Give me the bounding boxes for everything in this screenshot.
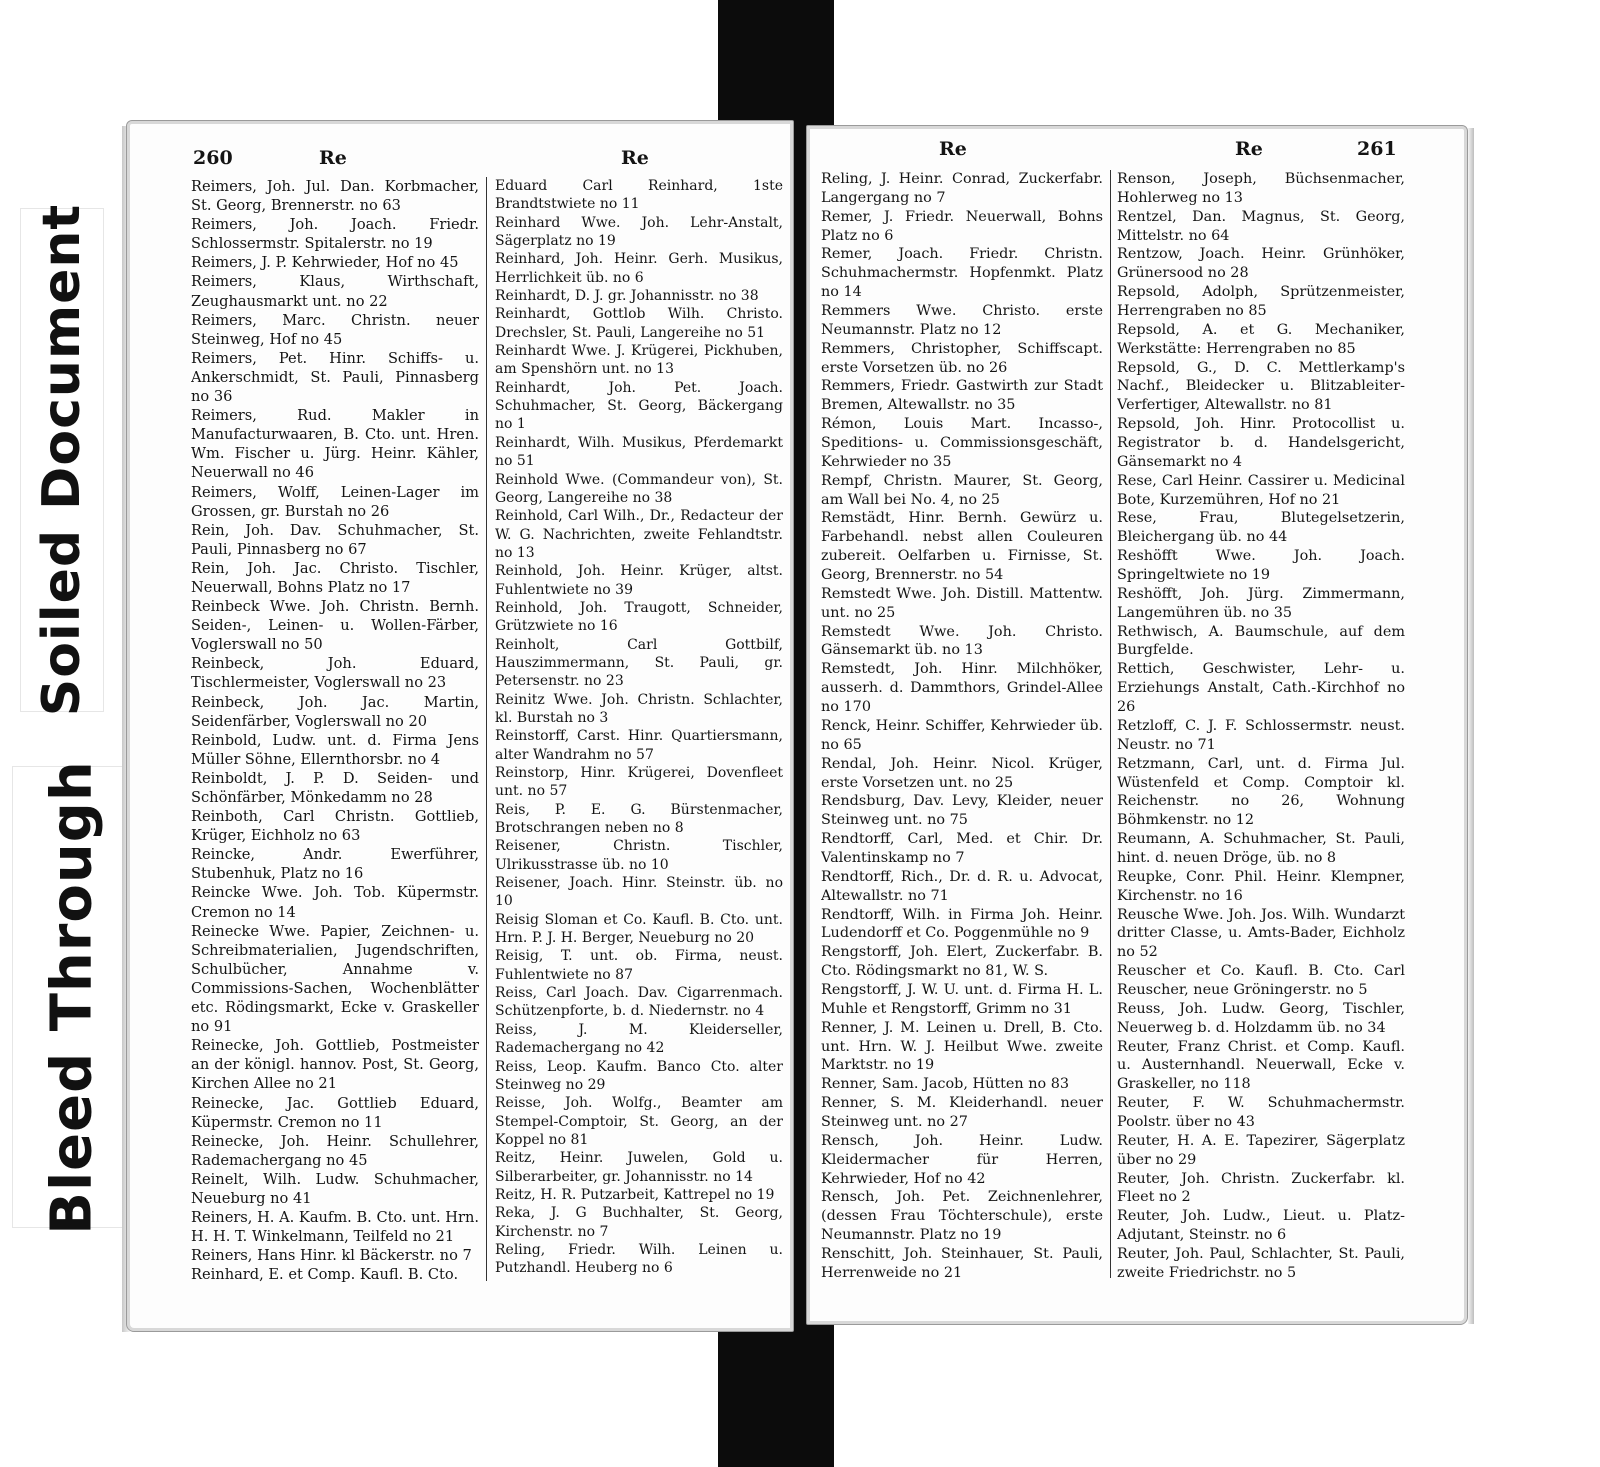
directory-entry: Reiners, Hans Hinr. kl Bäckerstr. no 7 [191, 1247, 472, 1265]
directory-entry: Reinboth, Carl Christn. Gottlieb, Krüger, Eichholz no 63 [191, 808, 479, 845]
directory-entry: Rendtorff, Wilh. in Firma Joh. Heinr. Ludendorff et Co. Poggenmühle no 9 [821, 906, 1103, 942]
directory-entry: Reinhold, Joh. Traugott, Schneider, Grützwiete no 16 [495, 599, 783, 635]
directory-entry: Reisener, Joach. Hinr. Steinstr. üb. no 10 [495, 875, 783, 910]
right-page-column-2 [1117, 170, 1405, 1292]
directory-entry: Rentzel, Dan. Magnus, St. Georg, Mittelstr. no 64 [1117, 208, 1405, 244]
directory-entry: Reinhard Wwe. Joh. Lehr-Anstalt, Sägerplatz no 19 [495, 214, 783, 250]
directory-entry: Reuter, Joh. Christn. Zuckerfabr. kl. Fleet no 2 [1117, 1170, 1405, 1206]
soiled-document-tag [20, 203, 104, 717]
directory-entry: Reuss, Joh. Ludw. Georg, Tischler, Neuerweg b. d. Holzdamm üb. no 34 [1117, 1000, 1405, 1036]
directory-entry: Reinhold, Carl Wilh., Dr., Redacteur der W. G. Nachrichten, zweite Fehlandtstr. no 13 [495, 508, 783, 561]
directory-entry: Reiss, J. M. Kleiderseller, Rademachergang no 42 [495, 1021, 783, 1057]
directory-entry: Reinholt, Carl Gottbilf, Hauszimmermann, St. Pauli, gr. Petersenstr. no 23 [495, 636, 783, 690]
left-page-number: 260 [193, 147, 233, 169]
directory-entry: Reiss, Leop. Kaufm. Banco Cto. alter Steinweg no 29 [495, 1058, 783, 1093]
directory-entry: Remer, J. Friedr. Neuerwall, Bohns Platz no 6 [821, 208, 1103, 244]
right-page-header-1: Re [939, 138, 967, 160]
directory-entry: Renschitt, Joh. Steinhauer, St. Pauli, Herrenweide no 21 [821, 1245, 1103, 1281]
directory-entry: Rethwisch, A. Baumschule, auf dem Burgfelde. [1117, 623, 1405, 659]
directory-entry: Rettich, Geschwister, Lehr- u. Erziehungs Anstalt, Cath.-Kirchhof no 26 [1117, 661, 1405, 716]
directory-entry: Repsold, Adolph, Sprützenmeister, Herrengraben no 85 [1117, 284, 1405, 320]
left-page-column-1 [191, 177, 479, 1289]
directory-entry: Rein, Joh. Dav. Schuhmacher, St. Pauli, Pinnasberg no 67 [191, 521, 479, 558]
directory-entry: Renner, J. M. Leinen u. Drell, B. Cto. unt. Hrn. W. J. Heilbut Wwe. zweite Marktstr. no 19 [821, 1019, 1103, 1074]
directory-entry: Reinecke Wwe. Papier, Zeichnen- u. Schreibmaterialien, Jugendschriften, Schulbücher, Annahme v. Commissions-Sachen, Wochenblätter etc. Rödingsmarkt, Ecke v. Graskeller no 91 [191, 922, 479, 1036]
directory-entry: Reinhold Wwe. (Commandeur von), St. Georg, Langereihe no 38 [495, 471, 783, 506]
directory-entry: Remstädt, Hinr. Bernh. Gewürz u. Farbehandl. nebst allen Couleuren zubereit. Oelfarben u. Firnisse, St. Georg, Brennerstr. no 54 [821, 510, 1103, 584]
directory-entry: Reinhardt, Gottlob Wilh. Christo. Drechsler, St. Pauli, Langereihe no 51 [495, 306, 783, 341]
directory-entry: Reinbeck, Joh. Jac. Martin, Seidenfärber, Voglerswall no 20 [191, 693, 479, 730]
directory-entry: Reuter, H. A. E. Tapezirer, Sägerplatz über no 29 [1117, 1132, 1405, 1168]
directory-entry: Reimers, Rud. Makler in Manufacturwaaren, B. Cto. unt. Hren. Wm. Fischer u. Jürg. Heinr. Kähler, Neuerwall no 46 [191, 407, 479, 482]
directory-entry: Reinecke, Jac. Gottlieb Eduard, Küpermstr. Cremon no 11 [191, 1094, 479, 1131]
left-page-column-divider [486, 177, 487, 1281]
bleed-through-tag [12, 759, 132, 1235]
directory-entry: Rendtorff, Carl, Med. et Chir. Dr. Valentinskamp no 7 [821, 831, 1103, 866]
directory-entry: Reiss, Carl Joach. Dav. Cigarrenmach. Schützenpforte, b. d. Niedernstr. no 4 [495, 985, 783, 1020]
directory-entry: Reinhardt, Wilh. Musikus, Pferdemarkt no 51 [495, 434, 783, 470]
directory-entry: Reinhardt Wwe. J. Krügerei, Pickhuben, am Spenshörn unt. no 13 [495, 343, 783, 378]
bleed-through-label: Bleed Through [39, 759, 105, 1235]
directory-entry: Remstedt Wwe. Joh. Christo. Gänsemarkt üb. no 13 [821, 623, 1103, 659]
directory-entry: Retzmann, Carl, unt. d. Firma Jul. Wüstenfeld et Comp. Comptoir kl. Reichenstr. no 26, Wohnung Böhmkenstr. no 12 [1117, 755, 1405, 829]
directory-entry: Reincke Wwe. Joh. Tob. Küpermstr. Cremon no 14 [191, 884, 479, 921]
directory-entry: Reinboldt, J. P. D. Seiden- und Schönfärber, Mönkedamm no 28 [191, 769, 479, 806]
directory-entry: Reiners, H. A. Kaufm. B. Cto. unt. Hrn. H. H. T. Winkelmann, Teilfeld no 21 [191, 1209, 479, 1246]
directory-entry: Rengstorff, J. W. U. unt. d. Firma H. L. Muhle et Rengstorff, Grimm no 31 [821, 981, 1103, 1017]
directory-entry: Remmers, Friedr. Gastwirth zur Stadt Bremen, Altewallstr. no 35 [821, 378, 1103, 414]
directory-entry: Reimers, Wolff, Leinen-Lager im Grossen, gr. Burstah no 26 [191, 483, 479, 520]
directory-entry: Rémon, Louis Mart. Incasso-, Speditions- u. Commissionsgeschäft, Kehrwieder no 35 [821, 416, 1103, 470]
right-page-column-1 [821, 170, 1103, 1292]
directory-entry: Repsold, A. et G. Mechaniker, Werkstätte: Herrengraben no 85 [1117, 321, 1405, 357]
directory-entry: Rendal, Joh. Heinr. Nicol. Krüger, erste Vorsetzen unt. no 25 [821, 755, 1103, 791]
directory-entry: Reling, J. Heinr. Conrad, Zuckerfabr. Langergang no 7 [821, 171, 1103, 206]
directory-entry: Renson, Joseph, Büchsenmacher, Hohlerweg no 13 [1117, 171, 1405, 206]
directory-entry: Reimers, J. P. Kehrwieder, Hof no 45 [191, 254, 459, 272]
directory-entry: Repsold, Joh. Hinr. Protocollist u. Registrator b. d. Handelsgericht, Gänsemarkt no 4 [1117, 416, 1405, 470]
directory-entry: Rendsburg, Dav. Levy, Kleider, neuer Steinweg unt. no 75 [821, 793, 1103, 829]
right-page [806, 125, 1468, 1325]
directory-entry: Reshöfft Wwe. Joh. Joach. Springeltwiete no 19 [1117, 548, 1405, 584]
directory-entry: Reincke, Andr. Ewerführer, Stubenhuk, Platz no 16 [191, 846, 479, 883]
directory-entry: Reisig, T. unt. ob. Firma, neust. Fuhlentwiete no 87 [495, 948, 783, 983]
directory-entry: Remmers, Christopher, Schiffscapt. erste Vorsetzen üb. no 26 [821, 340, 1103, 376]
directory-entry: Rese, Frau, Blutegelsetzerin, Bleichergang üb. no 44 [1117, 510, 1405, 546]
directory-entry: Reupke, Conr. Phil. Heinr. Klempner, Kirchenstr. no 16 [1117, 868, 1405, 904]
left-page-column-2 [495, 177, 783, 1289]
directory-entry: Repsold, G., D. C. Mettlerkamp's Nachf., Bleidecker u. Blitzableiter-Verfertiger, Altewallstr. no 81 [1117, 359, 1405, 414]
directory-entry: Reimers, Joh. Joach. Friedr. Schlossermstr. Spitalerstr. no 19 [191, 216, 479, 253]
directory-entry: Reinitz Wwe. Joh. Christn. Schlachter, kl. Burstah no 3 [495, 691, 783, 726]
directory-entry: Reuter, Franz Christ. et Comp. Kaufl. u. Austernhandl. Neuerwall, Ecke v. Graskeller, no 118 [1117, 1038, 1405, 1093]
directory-entry: Remstedt Wwe. Joh. Distill. Mattentw. unt. no 25 [821, 585, 1103, 621]
directory-entry: Reusche Wwe. Joh. Jos. Wilh. Wundarzt dritter Classe, u. Amts-Bader, Eichholz no 52 [1117, 906, 1405, 961]
directory-entry: Reinecke, Joh. Gottlieb, Postmeister an der königl. hannov. Post, St. Georg, Kirchen Allee no 21 [191, 1037, 479, 1093]
directory-entry: Remstedt, Joh. Hinr. Milchhöker, ausserh. d. Dammthors, Grindel-Allee no 170 [821, 661, 1103, 716]
directory-entry: Remer, Joach. Friedr. Christn. Schuhmachermstr. Hopfenmkt. Platz no 14 [821, 246, 1103, 301]
directory-entry: Reinstorp, Hinr. Krügerei, Dovenfleet unt. no 57 [495, 765, 783, 800]
left-page [126, 120, 794, 1332]
directory-entry: Reinelt, Wilh. Ludw. Schuhmacher, Neueburg no 41 [191, 1170, 479, 1207]
directory-entry: Reinhard, Joh. Heinr. Gerh. Musikus, Herrlichkeit üb. no 6 [495, 251, 783, 286]
directory-entry: Reis, P. E. G. Bürstenmacher, Brotschrangen neben no 8 [495, 801, 783, 837]
directory-entry: Reimers, Klaus, Wirthschaft, Zeughausmarkt unt. no 22 [191, 273, 479, 310]
left-page-header-1: Re [319, 147, 347, 169]
directory-entry: Reinhardt, Joh. Pet. Joach. Schuhmacher, St. Georg, Bäckergang no 1 [495, 379, 783, 433]
right-page-column-divider [1110, 170, 1111, 1278]
directory-entry: Reuter, F. W. Schuhmachermstr. Poolstr. über no 43 [1117, 1095, 1405, 1130]
directory-entry: Retzloff, C. J. F. Schlossermstr. neust. Neustr. no 71 [1117, 717, 1405, 753]
directory-entry: Rempf, Christn. Maurer, St. Georg, am Wall bei No. 4, no 25 [821, 472, 1103, 508]
directory-entry: Rese, Carl Heinr. Cassirer u. Medicinal Bote, Kurzemühren, Hof no 21 [1117, 472, 1405, 508]
directory-entry: Reitz, H. R. Putzarbeit, Kattrepel no 19 [495, 1186, 775, 1203]
right-page-edge [1468, 128, 1474, 1324]
left-page-header-2: Re [621, 147, 649, 169]
directory-entry: Reitz, Heinr. Juwelen, Gold u. Silberarbeiter, gr. Johannisstr. no 14 [495, 1150, 783, 1185]
directory-entry: Reimers, Marc. Christn. neuer Steinweg, Hof no 45 [191, 311, 479, 348]
directory-entry: Reuscher et Co. Kaufl. B. Cto. Carl Reuscher, neue Gröningerstr. no 5 [1117, 963, 1405, 998]
right-page-number: 261 [1357, 138, 1397, 160]
directory-entry: Eduard Carl Reinhard, 1ste Brandtstwiete no 11 [495, 178, 783, 213]
directory-entry: Reumann, A. Schuhmacher, St. Pauli, hint. d. neuen Dröge, üb. no 8 [1117, 831, 1405, 866]
directory-entry: Reisse, Joh. Wolfg., Beamter am Stempel-Comptoir, St. Georg, an der Koppel no 81 [495, 1095, 783, 1148]
directory-entry: Reisig Sloman et Co. Kaufl. B. Cto. unt. Hrn. P. J. H. Berger, Neueburg no 20 [495, 911, 783, 947]
directory-entry: Reimers, Pet. Hinr. Schiffs- u. Ankerschmidt, St. Pauli, Pinnasberg no 36 [191, 349, 479, 406]
directory-entry: Reinhold, Joh. Heinr. Krüger, altst. Fuhlentwiete no 39 [495, 563, 783, 598]
directory-entry: Reinstorff, Carst. Hinr. Quartiersmann, alter Wandrahm no 57 [495, 728, 783, 763]
directory-entry: Reinhard, E. et Comp. Kaufl. B. Cto. [191, 1266, 459, 1284]
directory-entry: Remmers Wwe. Christo. erste Neumannstr. Platz no 12 [821, 303, 1103, 338]
directory-entry: Reinbold, Ludw. unt. d. Firma Jens Müller Söhne, Ellernthorsbr. no 4 [191, 731, 479, 768]
directory-entry: Reuter, Joh. Ludw., Lieut. u. Platz-Adjutant, Steinstr. no 6 [1117, 1208, 1405, 1244]
directory-entry: Renner, S. M. Kleiderhandl. neuer Steinweg unt. no 27 [821, 1095, 1103, 1130]
directory-entry: Reinbeck Wwe. Joh. Christn. Bernh. Seiden-, Leinen- u. Wollen-Färber, Voglerswall no 50 [191, 598, 479, 654]
directory-entry: Rentzow, Joach. Heinr. Grünhöker, Grünersood no 28 [1117, 246, 1405, 282]
directory-entry: Rensch, Joh. Pet. Zeichnenlehrer, (dessen Frau Töchterschule), erste Neumannstr. Platz no 19 [821, 1189, 1103, 1244]
directory-entry: Reisener, Christn. Tischler, Ulrikusstrasse üb. no 10 [495, 838, 783, 873]
soiled-document-label: Soiled Document [32, 203, 93, 717]
directory-entry: Reinhardt, D. J. gr. Johannisstr. no 38 [495, 288, 759, 305]
directory-entry: Reuter, Joh. Paul, Schlachter, St. Pauli, zweite Friedrichstr. no 5 [1117, 1245, 1405, 1281]
directory-entry: Reka, J. G Buchhalter, St. Georg, Kirchenstr. no 7 [495, 1205, 783, 1240]
directory-entry: Rendtorff, Rich., Dr. d. R. u. Advocat, Altewallstr. no 71 [821, 868, 1103, 904]
directory-entry: Rengstorff, Joh. Elert, Zuckerfabr. B. Cto. Rödingsmarkt no 81, W. S. [821, 944, 1103, 980]
right-page-header-2: Re [1235, 138, 1263, 160]
directory-entry: Reshöfft, Joh. Jürg. Zimmermann, Langemühren üb. no 35 [1117, 585, 1405, 621]
directory-entry: Renner, Sam. Jacob, Hütten no 83 [821, 1076, 1070, 1093]
directory-entry: Reinecke, Joh. Heinr. Schullehrer, Rademachergang no 45 [191, 1132, 479, 1169]
directory-entry: Renck, Heinr. Schiffer, Kehrwieder üb. no 65 [821, 717, 1103, 753]
directory-entry: Reinbeck, Joh. Eduard, Tischlermeister, Voglerswall no 23 [191, 655, 479, 692]
directory-entry: Reling, Friedr. Wilh. Leinen u. Putzhandl. Heuberg no 6 [495, 1241, 783, 1277]
directory-entry: Reimers, Joh. Jul. Dan. Korbmacher, St. Georg, Brennerstr. no 63 [191, 178, 479, 215]
directory-entry: Rensch, Joh. Heinr. Ludw. Kleidermacher für Herren, Kehrwieder, Hof no 42 [821, 1132, 1103, 1187]
directory-entry: Rein, Joh. Jac. Christo. Tischler, Neuerwall, Bohns Platz no 17 [191, 559, 479, 596]
